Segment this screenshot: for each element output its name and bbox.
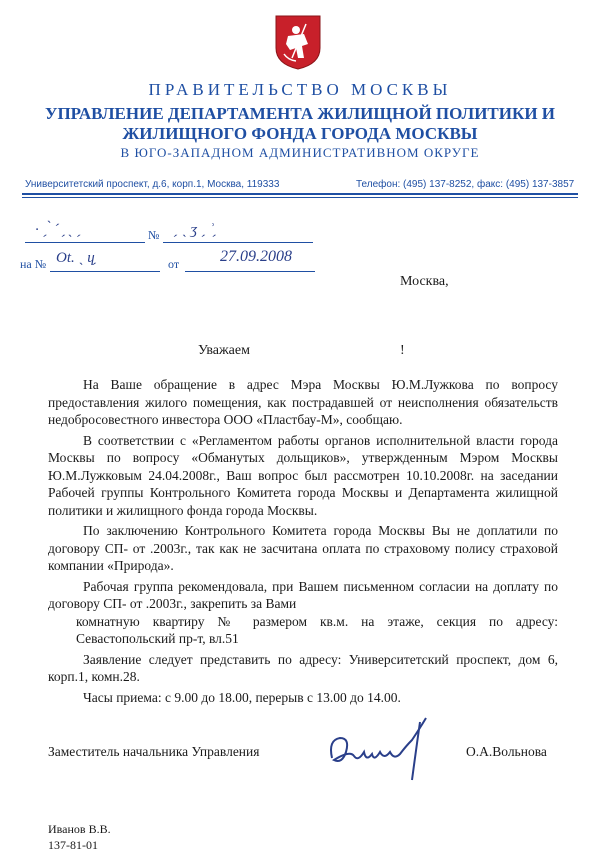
letterhead-address: Университетский проспект, д.6, корп.1, Москва, 119333 [25, 179, 280, 190]
department-line-1: УПРАВЛЕНИЕ ДЕПАРТАМЕНТА ЖИЛИЩНОЙ ПОЛИТИКИ И [44, 104, 556, 123]
reference-date-underline [185, 271, 315, 272]
government-title: ПРАВИТЕЛЬСТВО МОСКВЫ [148, 80, 452, 99]
paragraph-4a: Рабочая группа рекомендовала, при Вашем письменном согласии на доплату по договору СП- от .2003г., закрепить за Вами [48, 578, 558, 611]
salutation-text: Уважаем [198, 343, 250, 358]
recipient-city: Москва, [400, 274, 449, 289]
paragraph-1: На Ваше обращение в адрес Мэра Москвы Ю.М.Лужкова по вопросу предоставления жилого помещения, как пострадавшей от неисполнения обязательств недобросовестного инвестора ООО «Пластбау-М», сообщаю. [48, 377, 558, 427]
number-underline [25, 242, 145, 243]
moscow-coat-of-arms-icon [274, 14, 322, 70]
paragraph-5: Заявление следует представить по адресу: Университетский проспект, дом 6, корп.1, комн.28. [48, 651, 558, 684]
letter-body [48, 376, 558, 709]
reference-label: на № [20, 257, 47, 271]
paragraph-2: В соответствии с «Регламентом работы органов исполнительной власти города Москвы по вопросу «Обманутых дольщиков», утвержденным Мэром Москвы Ю.М.Лужковым 24.04.2008г., Ваш вопрос был рассмотрен 10.10.2008г. на заседании Рабочей группы Контрольного Комитета города Москвы и Департамента жилищной политики и жилищного фонда города Москвы. [48, 432, 558, 518]
signer-name: О.А.Вольнова [466, 744, 547, 759]
handwritten-number: ˏ ˎ ʒ ˏ ʾ̗ [173, 222, 215, 238]
paragraph-4b: комнатную квартиру № размером кв.м. на этаже, секция по адресу: Севастопольский пр-т, вл.51 [76, 613, 558, 646]
handwritten-scribble: · ˏ ̀ ˊ ̗ ˎ ˏ [35, 222, 82, 238]
number-underline-2 [163, 242, 313, 243]
department-title [0, 104, 600, 144]
salutation-end: ! [399, 343, 405, 358]
number-label: № [148, 228, 160, 242]
letterhead-phones: Телефон: (495) 137-8252, факс: (495) 137-3857 [356, 179, 575, 190]
salutation [198, 343, 405, 359]
handwritten-ref: Ot. ˎ ɥ̗ [56, 250, 95, 266]
department-line-2: ЖИЛИЩНОГО ФОНДА ГОРОДА МОСКВЫ [122, 124, 478, 143]
paragraph-3: По заключению Контрольного Комитета города Москвы Вы не доплатили по договору СП- от .2003г., так как не засчитана оплата по страховому полису страховой компании «Природа». [48, 523, 558, 573]
reference-number-block [20, 250, 320, 274]
reference-underline [50, 271, 160, 272]
reference-from-label: от [168, 257, 180, 271]
handwritten-date: 27.09.2008 [220, 248, 292, 265]
signer-title: Заместитель начальника Управления [48, 744, 260, 759]
handwritten-signature-icon [320, 710, 440, 790]
executor-phone: 137-81-01 [48, 838, 98, 852]
letterhead-rule [22, 193, 578, 195]
letterhead-rule-thin [22, 197, 578, 198]
outgoing-number-block [25, 222, 315, 246]
district-title: В ЮГО-ЗАПАДНОМ АДМИНИСТРАТИВНОМ ОКРУГЕ [120, 145, 480, 160]
paragraph-6: Часы приема: с 9.00 до 18.00, перерыв с 13.00 до 14.00. [83, 689, 401, 705]
executor-name: Иванов В.В. [48, 822, 111, 836]
